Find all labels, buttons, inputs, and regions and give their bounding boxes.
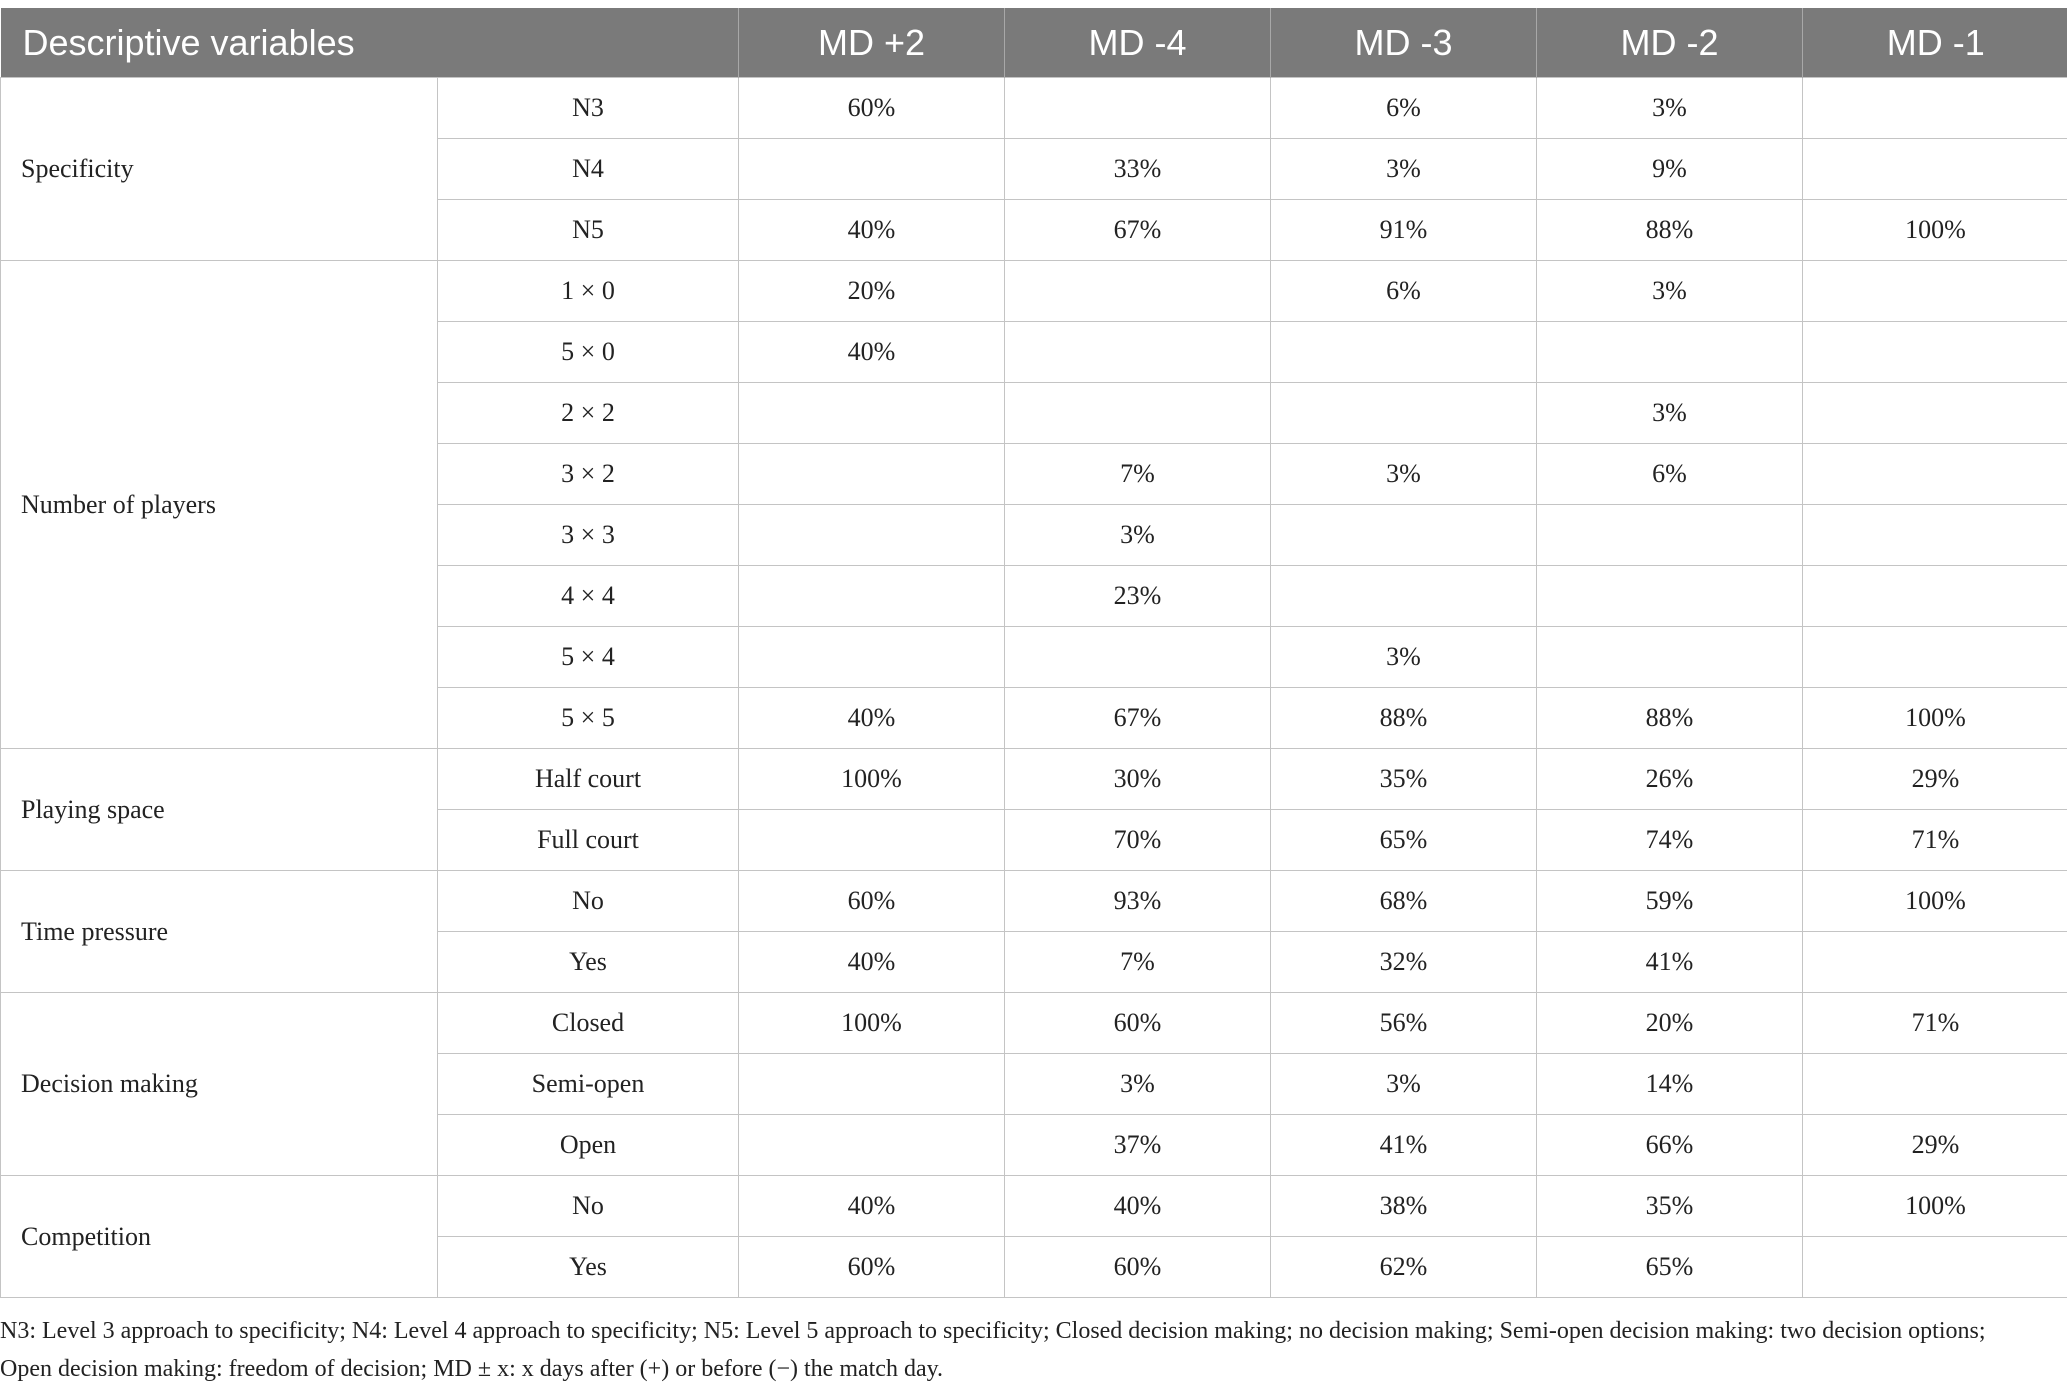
descriptive-variables-table — [0, 8, 2067, 1298]
row-label: 5 × 0 — [438, 322, 739, 383]
value-cell: 67% — [1005, 688, 1271, 749]
value-cell — [1803, 444, 2067, 505]
value-cell: 20% — [739, 261, 1005, 322]
value-cell — [1005, 322, 1271, 383]
value-cell — [1537, 566, 1803, 627]
value-cell: 20% — [1537, 993, 1803, 1054]
value-cell — [1005, 261, 1271, 322]
value-cell — [1271, 383, 1537, 444]
header-md-plus-2: MD +2 — [739, 8, 1005, 78]
value-cell — [1803, 383, 2067, 444]
value-cell: 60% — [739, 871, 1005, 932]
value-cell: 30% — [1005, 749, 1271, 810]
value-cell: 59% — [1537, 871, 1803, 932]
value-cell — [739, 505, 1005, 566]
value-cell: 38% — [1271, 1176, 1537, 1237]
value-cell: 23% — [1005, 566, 1271, 627]
header-md-minus-1: MD -1 — [1803, 8, 2067, 78]
value-cell: 3% — [1537, 261, 1803, 322]
value-cell — [739, 810, 1005, 871]
row-label: Half court — [438, 749, 739, 810]
value-cell: 6% — [1537, 444, 1803, 505]
value-cell: 9% — [1537, 139, 1803, 200]
value-cell: 40% — [739, 1176, 1005, 1237]
value-cell: 40% — [739, 932, 1005, 993]
value-cell — [1271, 566, 1537, 627]
value-cell — [1537, 627, 1803, 688]
value-cell: 56% — [1271, 993, 1537, 1054]
row-label: Full court — [438, 810, 739, 871]
row-label: No — [438, 871, 739, 932]
value-cell: 14% — [1537, 1054, 1803, 1115]
group-label: Competition — [1, 1176, 438, 1298]
value-cell: 3% — [1005, 1054, 1271, 1115]
value-cell: 7% — [1005, 444, 1271, 505]
value-cell — [1803, 627, 2067, 688]
row-label: Yes — [438, 1237, 739, 1298]
table-footnote: N3: Level 3 approach to specificity; N4: Level 4 approach to specificity; N5: Level 5 approach to specificity; Closed decision making; no decision making; Semi-open decision making: two decision options; Open decision making: freedom of decision; MD ± x: x days after (+) or before (−) the match day. — [0, 1318, 1986, 1382]
value-cell: 91% — [1271, 200, 1537, 261]
value-cell — [1803, 1054, 2067, 1115]
value-cell — [739, 139, 1005, 200]
value-cell: 35% — [1271, 749, 1537, 810]
value-cell: 65% — [1271, 810, 1537, 871]
value-cell — [1803, 322, 2067, 383]
value-cell: 33% — [1005, 139, 1271, 200]
row-label: 5 × 4 — [438, 627, 739, 688]
row-label: N5 — [438, 200, 739, 261]
table-row — [1, 78, 2067, 139]
value-cell — [1803, 932, 2067, 993]
table-row — [1, 1176, 2067, 1237]
row-label: N4 — [438, 139, 739, 200]
value-cell: 60% — [1005, 1237, 1271, 1298]
value-cell: 29% — [1803, 749, 2067, 810]
value-cell: 3% — [1271, 139, 1537, 200]
group-label: Specificity — [1, 78, 438, 261]
header-md-minus-2: MD -2 — [1537, 8, 1803, 78]
value-cell: 32% — [1271, 932, 1537, 993]
header-md-minus-4: MD -4 — [1005, 8, 1271, 78]
row-label: Closed — [438, 993, 739, 1054]
value-cell: 3% — [1537, 383, 1803, 444]
value-cell — [1271, 322, 1537, 383]
value-cell: 100% — [739, 749, 1005, 810]
row-label: 2 × 2 — [438, 383, 739, 444]
value-cell — [1005, 627, 1271, 688]
value-cell — [1803, 78, 2067, 139]
value-cell — [1803, 566, 2067, 627]
value-cell — [1803, 505, 2067, 566]
value-cell: 100% — [739, 993, 1005, 1054]
table-row — [1, 749, 2067, 810]
value-cell: 6% — [1271, 261, 1537, 322]
value-cell: 88% — [1271, 688, 1537, 749]
value-cell: 71% — [1803, 810, 2067, 871]
table-body — [1, 78, 2067, 1298]
value-cell: 65% — [1537, 1237, 1803, 1298]
header-row — [1, 8, 2067, 78]
value-cell: 26% — [1537, 749, 1803, 810]
group-label: Decision making — [1, 993, 438, 1176]
group-label: Time pressure — [1, 871, 438, 993]
value-cell: 71% — [1803, 993, 2067, 1054]
value-cell: 60% — [1005, 993, 1271, 1054]
value-cell: 3% — [1005, 505, 1271, 566]
group-label: Playing space — [1, 749, 438, 871]
value-cell: 3% — [1537, 78, 1803, 139]
value-cell: 68% — [1271, 871, 1537, 932]
value-cell — [1005, 383, 1271, 444]
table-row — [1, 871, 2067, 932]
header-md-minus-3: MD -3 — [1271, 8, 1537, 78]
value-cell: 66% — [1537, 1115, 1803, 1176]
value-cell: 67% — [1005, 200, 1271, 261]
value-cell: 100% — [1803, 688, 2067, 749]
row-label: Open — [438, 1115, 739, 1176]
value-cell: 62% — [1271, 1237, 1537, 1298]
row-label: Semi-open — [438, 1054, 739, 1115]
value-cell: 3% — [1271, 627, 1537, 688]
group-label: Number of players — [1, 261, 438, 749]
value-cell: 100% — [1803, 1176, 2067, 1237]
row-label: 5 × 5 — [438, 688, 739, 749]
value-cell: 3% — [1271, 444, 1537, 505]
value-cell: 100% — [1803, 871, 2067, 932]
value-cell: 41% — [1537, 932, 1803, 993]
value-cell — [1271, 505, 1537, 566]
value-cell — [739, 383, 1005, 444]
value-cell: 60% — [739, 1237, 1005, 1298]
value-cell: 6% — [1271, 78, 1537, 139]
value-cell: 40% — [739, 322, 1005, 383]
value-cell: 40% — [739, 688, 1005, 749]
row-label: N3 — [438, 78, 739, 139]
value-cell — [1803, 261, 2067, 322]
value-cell: 37% — [1005, 1115, 1271, 1176]
row-label: No — [438, 1176, 739, 1237]
value-cell: 93% — [1005, 871, 1271, 932]
value-cell — [739, 1054, 1005, 1115]
value-cell — [1803, 139, 2067, 200]
value-cell: 40% — [1005, 1176, 1271, 1237]
value-cell — [739, 627, 1005, 688]
value-cell: 40% — [739, 200, 1005, 261]
value-cell — [1803, 1237, 2067, 1298]
table-row — [1, 993, 2067, 1054]
row-label: 1 × 0 — [438, 261, 739, 322]
row-label: 4 × 4 — [438, 566, 739, 627]
value-cell — [739, 566, 1005, 627]
value-cell: 88% — [1537, 688, 1803, 749]
value-cell: 88% — [1537, 200, 1803, 261]
value-cell: 70% — [1005, 810, 1271, 871]
value-cell: 29% — [1803, 1115, 2067, 1176]
value-cell — [739, 444, 1005, 505]
value-cell — [1537, 322, 1803, 383]
value-cell: 60% — [739, 78, 1005, 139]
value-cell: 74% — [1537, 810, 1803, 871]
row-label: Yes — [438, 932, 739, 993]
value-cell — [1537, 505, 1803, 566]
value-cell: 41% — [1271, 1115, 1537, 1176]
value-cell: 7% — [1005, 932, 1271, 993]
value-cell: 3% — [1271, 1054, 1537, 1115]
value-cell: 100% — [1803, 200, 2067, 261]
value-cell — [1005, 78, 1271, 139]
table-row — [1, 261, 2067, 322]
row-label: 3 × 2 — [438, 444, 739, 505]
value-cell — [739, 1115, 1005, 1176]
value-cell: 35% — [1537, 1176, 1803, 1237]
header-descriptive-variables: Descriptive variables — [1, 8, 739, 78]
row-label: 3 × 3 — [438, 505, 739, 566]
